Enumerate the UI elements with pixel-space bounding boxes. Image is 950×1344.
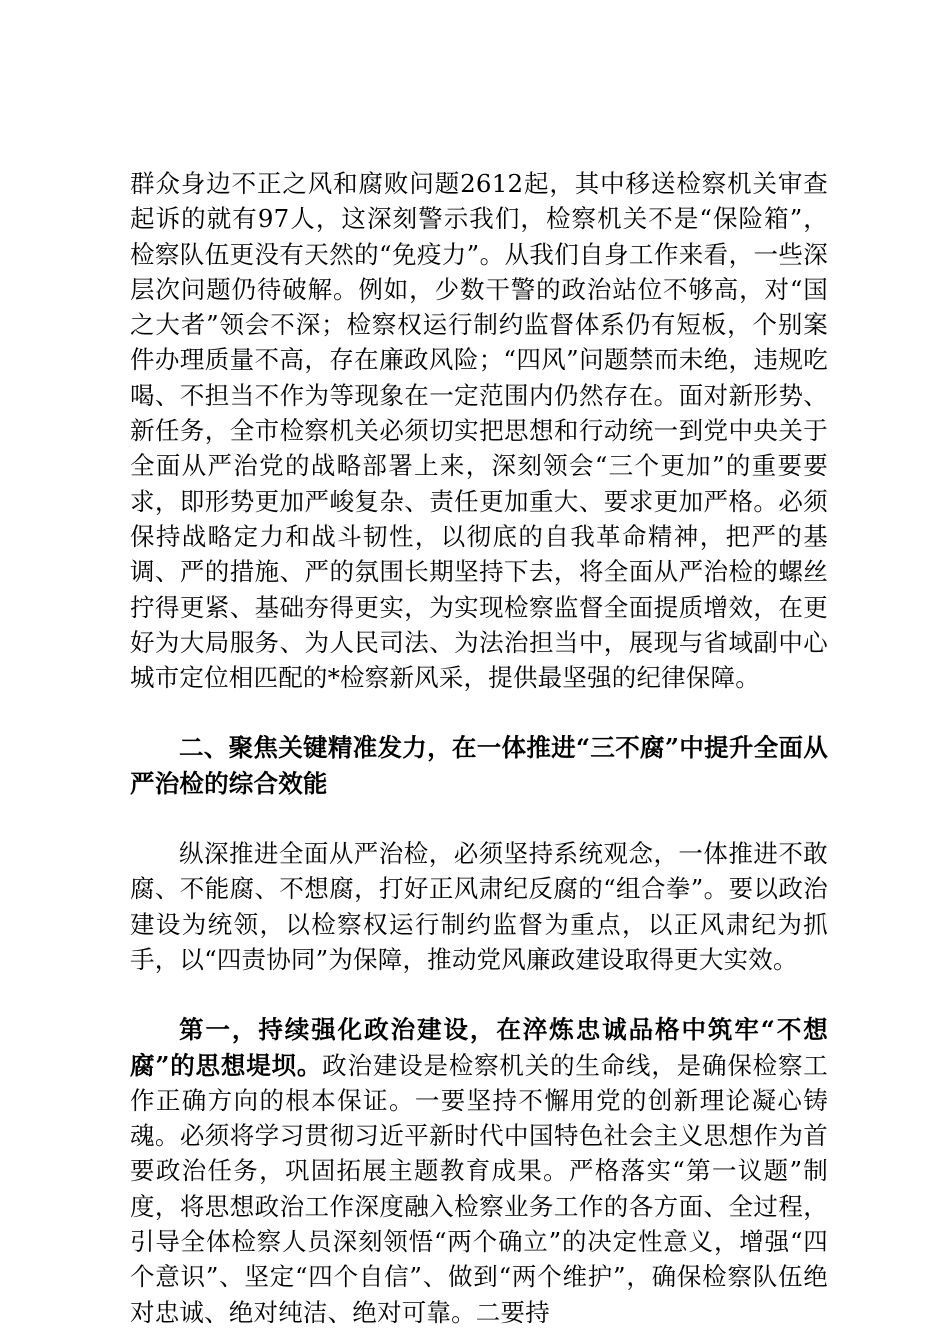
paragraph-intro: 纵深推进全面从严治检，必须坚持系统观念，一体推进不敢腐、不能腐、不想腐，打好正风肃纪反腐的“组合拳”。要以政治建设为统领，以检察权运行制约监督为重点，以正风肃纪为抓手，以“四责协同”为保障，推动党风廉政建设取得更大实效。 xyxy=(130,839,828,974)
point-one-lead: 第一，持续强化政治建设，在淬炼忠诚品格中筑牢“不想腐”的思想堤坝。 xyxy=(130,1015,828,1080)
document-page xyxy=(130,166,828,1330)
paragraph-continued: 群众身边不正之风和腐败问题2612起，其中移送检察机关审查起诉的就有97人，这深刻警示我们，检察机关不是“保险箱”，检察队伍更没有天然的“免疫力”。从我们自身工作来看，一些深层次问题仍待破解。例如，少数干警的政治站位不够高，对“国之大者”领会不深；检察权运行制约监督体系仍有短板，个别案件办理质量不高，存在廉政风险；“四风”问题禁而未绝，违规吃喝、不担当不作为等现象在一定范围内仍然存在。面对新形势、新任务，全市检察机关必须切实把思想和行动统一到党中央关于全面从严治党的战略部署上来，深刻领会“三个更加”的重要要求，即形势更加严峻复杂、责任更加重大、要求更加严格。必须保持战略定力和战斗韧性，以彻底的自我革命精神，把严的基调、严的措施、严的氛围长期坚持下去，将全面从严治检的螺丝拧得更紧、基础夯得更实，为实现检察监督全面提质增效，在更好为大局服务、为人民司法、为法治担当中，展现与省域副中心城市定位相匹配的*检察新风采，提供最坚强的纪律保障。 xyxy=(130,169,828,693)
point-one-body: 政治建设是检察机关的生命线，是确保检察工作正确方向的根本保证。一要坚持不懈用党的创新理论凝心铸魂。必须将学习贯彻习近平新时代中国特色社会主义思想作为首要政治任务，巩固拓展主题教育成果。严格落实“第一议题”制度，将思想政治工作深度融入检察业务工作的各方面、全过程，引导全体检察人员深刻领悟“两个确立”的决定性意义，增强“四个意识”、坚定“四个自信”、做到“两个维护”，确保检察队伍绝对忠诚、绝对纯洁、绝对可靠。二要持 xyxy=(130,1050,828,1327)
paragraph-point-one xyxy=(130,1012,828,1330)
section-heading: 二、聚焦关键精准发力，在一体推进“三不腐”中提升全面从严治检的综合效能 xyxy=(130,733,828,798)
